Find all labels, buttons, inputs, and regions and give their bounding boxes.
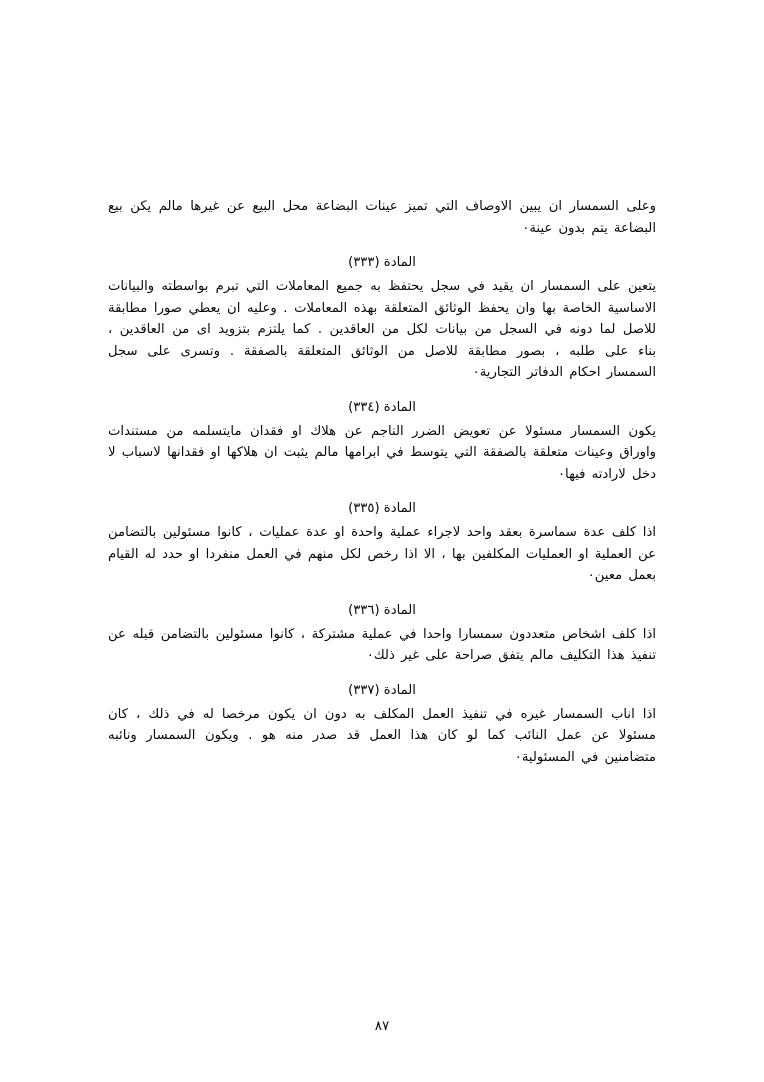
article-334 [108,398,656,486]
article-333-heading: المادة (٣٣٣) [348,255,416,270]
article-336-heading: المادة (٣٣٦) [348,602,416,618]
article-333-body: يتعين على السمسار ان يقيد في سجل يحتفظ به جميع المعاملات التي تبرم بواسطته والبيانات الاساسية الخاصة بها وان يحفظ الوثائق المتعلقة بهذه المعاملات . وعليه ان يعطي صورا مطابقة للاصل لما دونه في السجل من بيانات لكل من العاقدين . كما يلتزم بتزويد اى من العاقدين ، بناء على طلبه ، بصور مطابقة للاصل من الوثائق المتعلقة بالصفقة . وتسرى على سجل السمسار احكام الدفاتر التجارية٠ [108,279,656,380]
article-334-heading: المادة (٣٣٤) [348,399,416,415]
page-content [108,196,656,772]
article-336 [108,601,656,667]
article-337-heading: المادة (٣٣٧) [348,682,416,698]
article-335-body: اذا كلف عدة سماسرة بعقد واحد لاجراء عملية واحدة او عدة عمليات ، كانوا مسئولين بالتضامن عن العملية او العمليات المكلفين بها ، الا اذا رخص لكل منهم في العمل منفردا او حدد له القيام بعمل معين٠ [108,525,656,583]
article-337-body: اذا اناب السمسار غيره في تنفيذ العمل المكلف به دون ان يكون مرخصا له في ذلك ، كان مسئولا عن عمل النائب كما لو كان هذا العمل قد صدر منه هو . ويكون السمسار ونائبه متضامنين في المسئولية٠ [108,706,656,765]
article-336-body: اذا كلف اشخاص متعددون سمسارا واحدا في عملية مشتركة ، كانوا مسئولين بالتضامن قبله عن تنفيذ هذا التكليف مالم يتفق صراحة على غير ذلك٠ [108,626,656,663]
intro-block [108,196,656,239]
intro-paragraph: وعلى السمسار ان يبين الاوصاف التي تميز عينات البضاعة محل البيع عن غيرها مالم يكن بيع البضاعة يتم بدون عينة٠ [108,199,656,236]
article-337 [108,681,656,769]
article-335 [108,499,656,587]
page-number: ٨٧ [374,1018,390,1034]
article-333 [108,253,656,384]
article-335-heading: المادة (٣٣٥) [348,501,416,516]
article-334-body: يكون السمسار مسئولا عن تعويض الضرر الناجم عن هلاك او فقدان مايتسلمه من مستندات واوراق وعينات متعلقة بالصفقة التي يتوسط في ابرامها مالم يثبت ان هلاكها او فقدانها لاسباب لا دخل لارادته فيها٠ [108,423,656,482]
